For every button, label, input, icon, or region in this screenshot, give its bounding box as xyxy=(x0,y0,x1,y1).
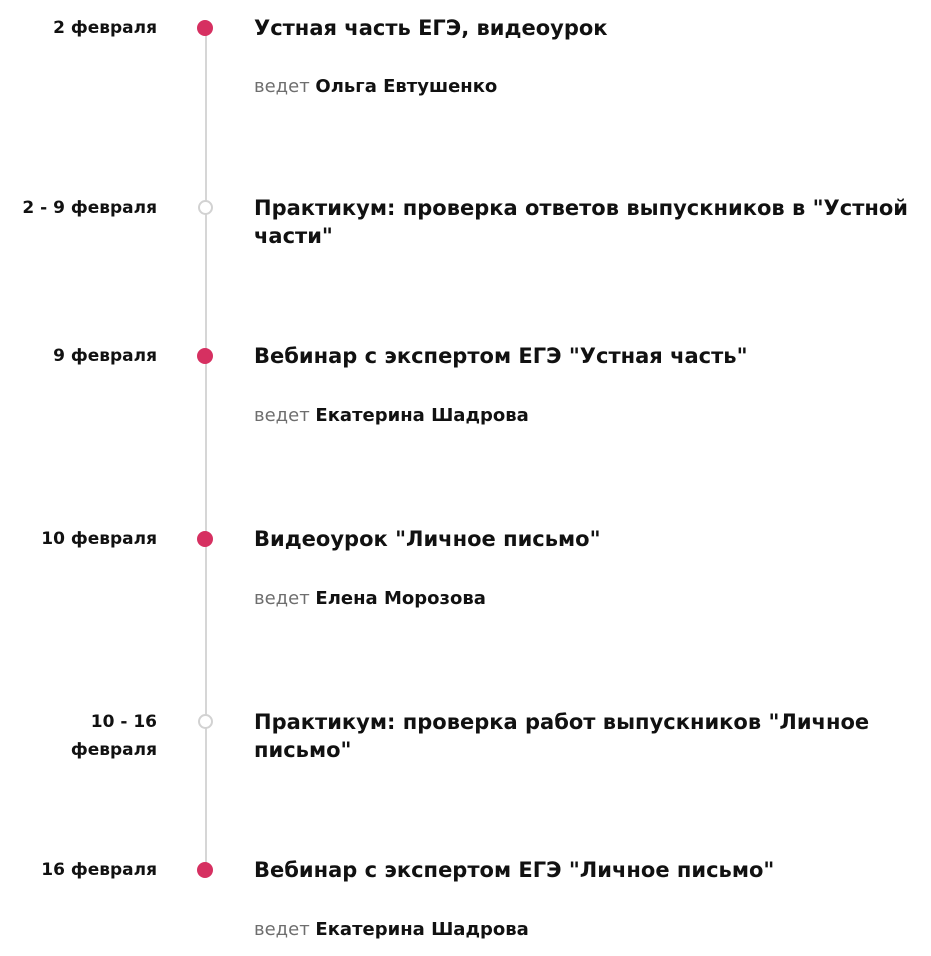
event-host xyxy=(254,917,529,943)
host-prefix: ведет xyxy=(254,588,310,609)
host-prefix: ведет xyxy=(254,405,310,426)
event-title[interactable]: Устная часть ЕГЭ, видеоурок xyxy=(254,16,608,40)
event-date: 2 февраля xyxy=(53,18,157,38)
event-date: 10 - 16 февраля xyxy=(70,712,157,760)
event-host xyxy=(254,74,497,100)
event-title[interactable]: Практикум: проверка ответов выпускников в "Устной части" xyxy=(254,196,909,248)
timeline-line xyxy=(205,28,207,873)
event-marker-filled xyxy=(197,348,213,364)
host-prefix: ведет xyxy=(254,76,310,97)
event-title[interactable]: Видеоурок "Личное письмо" xyxy=(254,527,601,551)
event-date: 9 февраля xyxy=(53,346,157,366)
event-date: 10 февраля xyxy=(41,529,157,549)
event-marker-hollow xyxy=(198,200,213,215)
event-date: 2 - 9 февраля xyxy=(22,198,157,218)
event-title[interactable]: Вебинар с экспертом ЕГЭ "Личное письмо" xyxy=(254,858,775,882)
event-marker-filled xyxy=(197,531,213,547)
host-name: Екатерина Шадрова xyxy=(315,919,529,940)
host-name: Ольга Евтушенко xyxy=(315,76,498,97)
event-marker-hollow xyxy=(198,714,213,729)
event-title[interactable]: Практикум: проверка работ выпускников "Личное письмо" xyxy=(254,710,870,762)
event-marker-filled xyxy=(197,20,213,36)
event-host xyxy=(254,586,486,612)
event-title[interactable]: Вебинар с экспертом ЕГЭ "Устная часть" xyxy=(254,344,748,368)
event-marker-filled xyxy=(197,862,213,878)
host-name: Екатерина Шадрова xyxy=(315,405,529,426)
event-host xyxy=(254,403,529,429)
host-name: Елена Морозова xyxy=(315,588,486,609)
host-prefix: ведет xyxy=(254,919,310,940)
event-date: 16 февраля xyxy=(41,860,157,880)
